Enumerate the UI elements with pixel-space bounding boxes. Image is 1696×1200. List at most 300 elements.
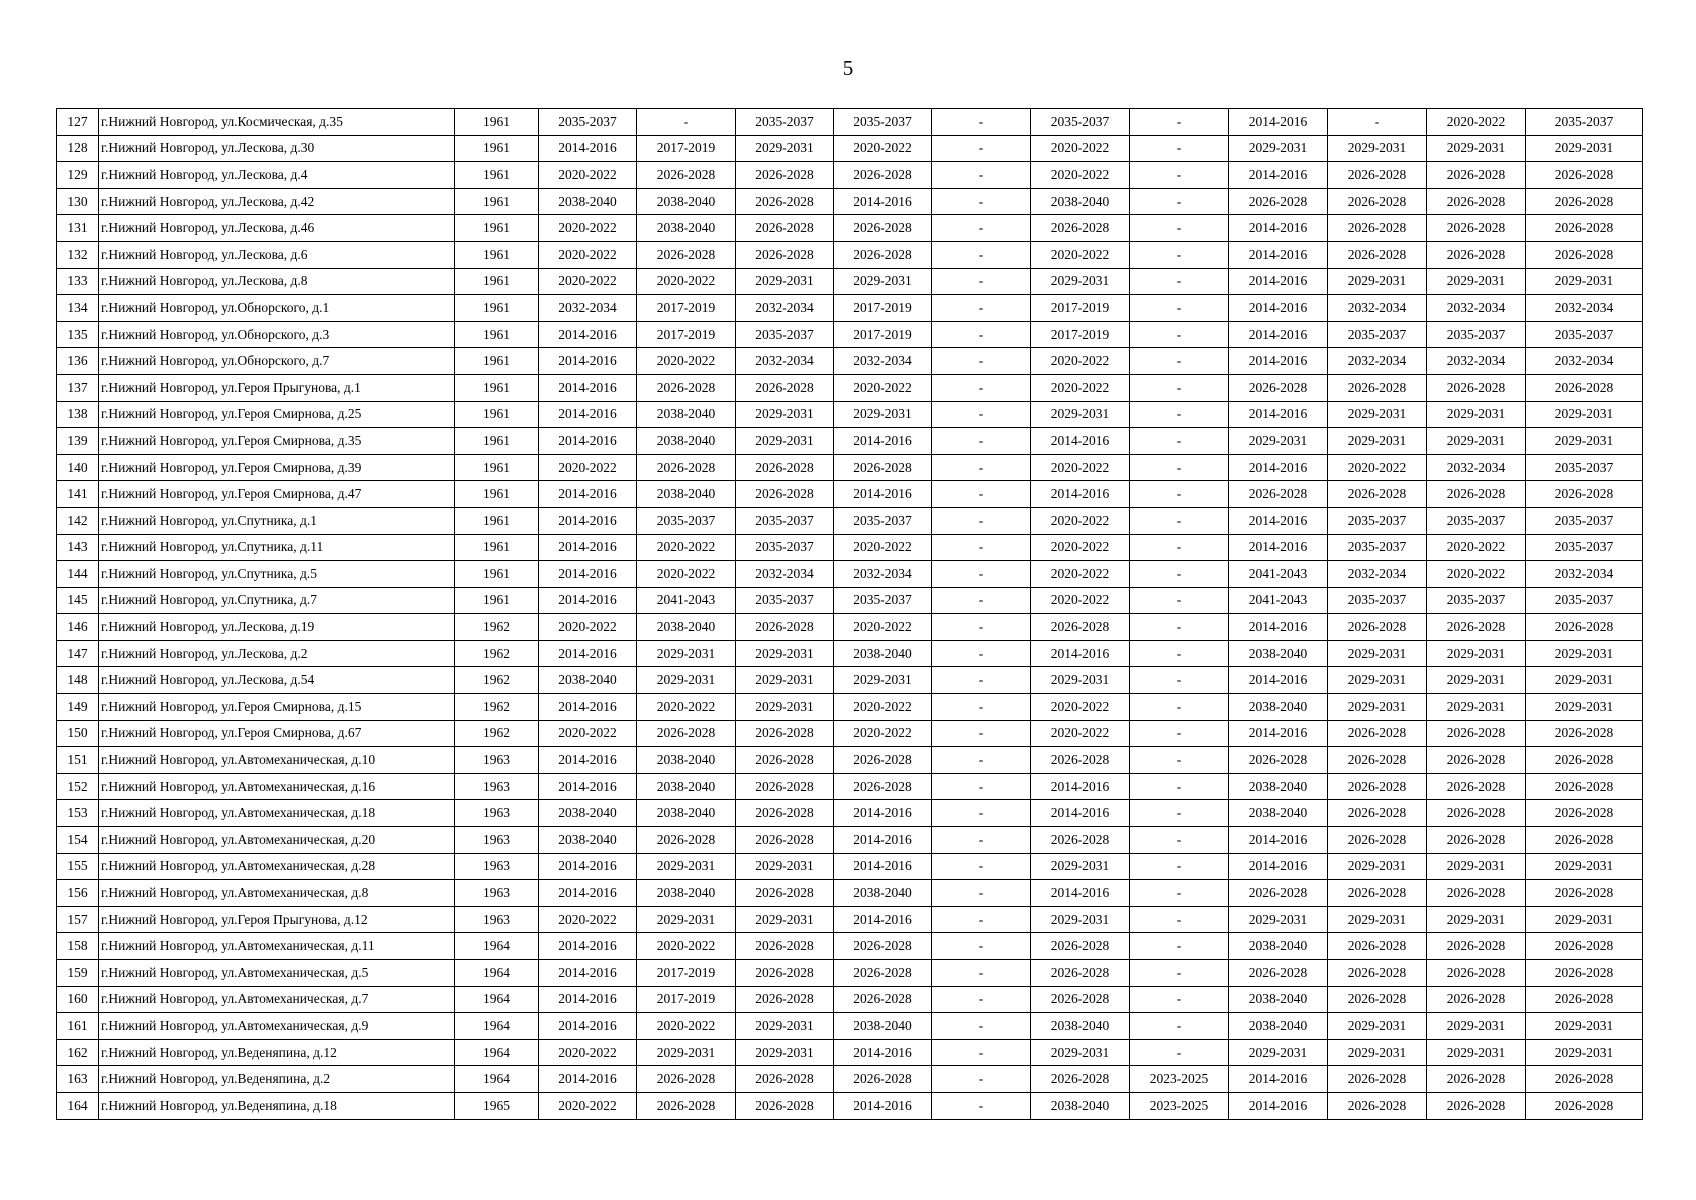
repair-period-cell: - — [1130, 1013, 1229, 1040]
repair-period-cell: - — [932, 1013, 1031, 1040]
repair-period-cell: 2026-2028 — [637, 374, 736, 401]
address-cell: г.Нижний Новгород, ул.Героя Смирнова, д.39 — [99, 454, 455, 481]
repair-period-cell: 2026-2028 — [1328, 747, 1427, 774]
repair-period-cell: 2014-2016 — [1229, 215, 1328, 242]
repair-period-cell: - — [932, 428, 1031, 455]
repair-period-cell: - — [1130, 374, 1229, 401]
repair-period-cell: 2026-2028 — [1427, 800, 1526, 827]
repair-period-cell: 2041-2043 — [637, 587, 736, 614]
repair-period-cell: 2026-2028 — [1229, 747, 1328, 774]
repair-period-cell: 2038-2040 — [1229, 1013, 1328, 1040]
address-cell: г.Нижний Новгород, ул.Лескова, д.42 — [99, 188, 455, 215]
repair-period-cell: 2035-2037 — [1328, 321, 1427, 348]
year-built-cell: 1961 — [455, 428, 539, 455]
repair-period-cell: - — [932, 853, 1031, 880]
repair-period-cell: 2020-2022 — [1031, 720, 1130, 747]
repair-period-cell: - — [932, 614, 1031, 641]
repair-period-cell: 2029-2031 — [1526, 268, 1643, 295]
year-built-cell: 1963 — [455, 880, 539, 907]
table-row — [57, 960, 1643, 987]
repair-period-cell: 2029-2031 — [1427, 401, 1526, 428]
repair-period-cell: 2026-2028 — [1526, 162, 1643, 189]
repair-period-cell: 2014-2016 — [539, 135, 637, 162]
repair-period-cell: 2017-2019 — [1031, 295, 1130, 322]
repair-period-cell: - — [932, 1066, 1031, 1093]
repair-period-cell: - — [1130, 933, 1229, 960]
repair-period-cell: - — [1130, 507, 1229, 534]
repair-period-cell: 2029-2031 — [1328, 1039, 1427, 1066]
repair-period-cell: 2026-2028 — [736, 215, 834, 242]
row-number-cell: 139 — [57, 428, 99, 455]
repair-period-cell: 2026-2028 — [1427, 374, 1526, 401]
address-cell: г.Нижний Новгород, ул.Героя Смирнова, д.15 — [99, 694, 455, 721]
repair-period-cell: 2020-2022 — [637, 1013, 736, 1040]
year-built-cell: 1964 — [455, 1039, 539, 1066]
repair-period-cell: 2026-2028 — [1526, 614, 1643, 641]
repair-period-cell: 2026-2028 — [736, 933, 834, 960]
address-cell: г.Нижний Новгород, ул.Героя Смирнова, д.47 — [99, 481, 455, 508]
repair-period-cell: 2014-2016 — [539, 374, 637, 401]
repair-period-cell: 2029-2031 — [1526, 1039, 1643, 1066]
repair-period-cell: - — [932, 188, 1031, 215]
repair-period-cell: - — [1130, 162, 1229, 189]
repair-period-cell: 2014-2016 — [539, 773, 637, 800]
repair-period-cell: 2014-2016 — [834, 827, 932, 854]
repair-period-cell: 2035-2037 — [834, 507, 932, 534]
row-number-cell: 132 — [57, 241, 99, 268]
repair-period-cell: - — [932, 667, 1031, 694]
table-row — [57, 747, 1643, 774]
repair-period-cell: 2029-2031 — [834, 401, 932, 428]
repair-period-cell: 2026-2028 — [1526, 827, 1643, 854]
repair-period-cell: 2014-2016 — [539, 507, 637, 534]
repair-period-cell: 2026-2028 — [1427, 614, 1526, 641]
repair-period-cell: 2032-2034 — [736, 348, 834, 375]
repair-period-cell: 2026-2028 — [834, 986, 932, 1013]
repair-period-cell: - — [932, 747, 1031, 774]
repair-period-cell: 2029-2031 — [1427, 135, 1526, 162]
repair-period-cell: 2038-2040 — [1229, 933, 1328, 960]
repair-period-cell: 2026-2028 — [1229, 880, 1328, 907]
repair-period-cell: - — [1130, 587, 1229, 614]
repair-period-cell: - — [1130, 640, 1229, 667]
repair-period-cell: 2026-2028 — [1526, 773, 1643, 800]
address-cell: г.Нижний Новгород, ул.Героя Смирнова, д.35 — [99, 428, 455, 455]
repair-period-cell: 2017-2019 — [834, 321, 932, 348]
repair-period-cell: - — [1130, 906, 1229, 933]
repair-period-cell: 2020-2022 — [539, 1039, 637, 1066]
address-cell: г.Нижний Новгород, ул.Автомеханическая, д.11 — [99, 933, 455, 960]
repair-period-cell: - — [932, 295, 1031, 322]
year-built-cell: 1962 — [455, 667, 539, 694]
repair-period-cell: - — [932, 827, 1031, 854]
repair-period-cell: 2038-2040 — [637, 215, 736, 242]
year-built-cell: 1962 — [455, 694, 539, 721]
repair-period-cell: 2026-2028 — [1526, 747, 1643, 774]
repair-period-cell: 2026-2028 — [736, 374, 834, 401]
repair-period-cell: 2032-2034 — [1526, 348, 1643, 375]
repair-period-cell: - — [932, 268, 1031, 295]
repair-period-cell: 2020-2022 — [637, 268, 736, 295]
repair-period-cell: 2029-2031 — [736, 853, 834, 880]
repair-period-cell: 2038-2040 — [539, 667, 637, 694]
repair-period-cell: 2029-2031 — [736, 906, 834, 933]
repair-period-cell: 2020-2022 — [834, 135, 932, 162]
year-built-cell: 1961 — [455, 587, 539, 614]
repair-period-cell: 2020-2022 — [539, 162, 637, 189]
repair-period-cell: 2017-2019 — [834, 295, 932, 322]
repair-period-cell: 2026-2028 — [1526, 880, 1643, 907]
repair-period-cell: - — [932, 241, 1031, 268]
repair-period-cell: - — [932, 960, 1031, 987]
repair-period-cell: - — [1130, 720, 1229, 747]
repair-period-cell: 2035-2037 — [834, 587, 932, 614]
row-number-cell: 163 — [57, 1066, 99, 1093]
repair-period-cell: 2026-2028 — [1031, 827, 1130, 854]
table-row — [57, 800, 1643, 827]
repair-period-cell: 2026-2028 — [736, 880, 834, 907]
repair-period-cell: 2014-2016 — [1229, 241, 1328, 268]
repair-period-cell: - — [1328, 109, 1427, 136]
address-cell: г.Нижний Новгород, ул.Автомеханическая, д.16 — [99, 773, 455, 800]
row-number-cell: 135 — [57, 321, 99, 348]
repair-period-cell: 2026-2028 — [1229, 960, 1328, 987]
repair-period-cell: 2020-2022 — [1031, 507, 1130, 534]
repair-period-cell: 2026-2028 — [1229, 188, 1328, 215]
repair-period-cell: 2026-2028 — [736, 960, 834, 987]
address-cell: г.Нижний Новгород, ул.Автомеханическая, д.7 — [99, 986, 455, 1013]
row-number-cell: 164 — [57, 1092, 99, 1119]
repair-period-cell: 2029-2031 — [1031, 667, 1130, 694]
address-cell: г.Нижний Новгород, ул.Спутника, д.5 — [99, 561, 455, 588]
year-built-cell: 1961 — [455, 507, 539, 534]
repair-period-cell: 2020-2022 — [539, 1092, 637, 1119]
repair-period-cell: 2020-2022 — [834, 720, 932, 747]
repair-period-cell: - — [932, 135, 1031, 162]
row-number-cell: 153 — [57, 800, 99, 827]
repair-period-cell: 2035-2037 — [637, 507, 736, 534]
repair-period-cell: - — [932, 880, 1031, 907]
repair-period-cell: - — [1130, 960, 1229, 987]
table-row — [57, 773, 1643, 800]
repair-period-cell: 2038-2040 — [637, 188, 736, 215]
year-built-cell: 1961 — [455, 481, 539, 508]
year-built-cell: 1961 — [455, 295, 539, 322]
repair-period-cell: 2038-2040 — [539, 800, 637, 827]
year-built-cell: 1961 — [455, 561, 539, 588]
row-number-cell: 160 — [57, 986, 99, 1013]
repair-period-cell: 2029-2031 — [1427, 1039, 1526, 1066]
repair-period-cell: 2026-2028 — [1526, 1092, 1643, 1119]
repair-period-cell: 2026-2028 — [736, 162, 834, 189]
repair-period-cell: - — [1130, 454, 1229, 481]
repair-period-cell: 2032-2034 — [1427, 348, 1526, 375]
repair-period-cell: 2026-2028 — [736, 800, 834, 827]
year-built-cell: 1964 — [455, 1066, 539, 1093]
repair-period-cell: 2020-2022 — [539, 215, 637, 242]
repair-period-cell: 2026-2028 — [1328, 880, 1427, 907]
repair-period-cell: - — [1130, 481, 1229, 508]
repair-period-cell: 2026-2028 — [1427, 827, 1526, 854]
repair-period-cell: 2020-2022 — [1427, 534, 1526, 561]
repair-period-cell: - — [1130, 694, 1229, 721]
repair-period-cell: 2035-2037 — [1526, 109, 1643, 136]
repair-period-cell: 2035-2037 — [1328, 507, 1427, 534]
repair-period-cell: 2029-2031 — [1031, 906, 1130, 933]
table-row — [57, 454, 1643, 481]
address-cell: г.Нижний Новгород, ул.Спутника, д.7 — [99, 587, 455, 614]
repair-period-cell: 2038-2040 — [1229, 640, 1328, 667]
repair-period-cell: 2038-2040 — [1229, 694, 1328, 721]
row-number-cell: 154 — [57, 827, 99, 854]
repair-period-cell: - — [1130, 268, 1229, 295]
repair-period-cell: 2038-2040 — [1031, 1092, 1130, 1119]
repair-period-cell: 2014-2016 — [1229, 295, 1328, 322]
repair-period-cell: 2026-2028 — [736, 1092, 834, 1119]
repair-period-cell: 2032-2034 — [1427, 454, 1526, 481]
table-row — [57, 215, 1643, 242]
repair-period-cell: 2026-2028 — [1229, 481, 1328, 508]
year-built-cell: 1965 — [455, 1092, 539, 1119]
repair-period-cell: - — [1130, 561, 1229, 588]
row-number-cell: 133 — [57, 268, 99, 295]
address-cell: г.Нижний Новгород, ул.Автомеханическая, д.28 — [99, 853, 455, 880]
repair-period-cell: 2035-2037 — [834, 109, 932, 136]
table-body — [57, 109, 1643, 1120]
repair-period-cell: 2026-2028 — [1328, 1092, 1427, 1119]
repair-period-cell: 2026-2028 — [834, 454, 932, 481]
repair-period-cell: 2014-2016 — [539, 561, 637, 588]
repair-period-cell: 2020-2022 — [1427, 109, 1526, 136]
repair-period-cell: 2029-2031 — [1526, 428, 1643, 455]
repair-period-cell: 2035-2037 — [1526, 534, 1643, 561]
repair-period-cell: 2014-2016 — [1031, 640, 1130, 667]
repair-period-cell: - — [932, 933, 1031, 960]
repair-period-cell: 2029-2031 — [1328, 906, 1427, 933]
repair-period-cell: 2038-2040 — [637, 481, 736, 508]
repair-period-cell: 2026-2028 — [1427, 933, 1526, 960]
row-number-cell: 137 — [57, 374, 99, 401]
repair-period-cell: 2029-2031 — [637, 906, 736, 933]
table-row — [57, 880, 1643, 907]
repair-period-cell: 2026-2028 — [736, 1066, 834, 1093]
repair-period-cell: 2026-2028 — [834, 1066, 932, 1093]
row-number-cell: 156 — [57, 880, 99, 907]
repair-period-cell: 2026-2028 — [1526, 986, 1643, 1013]
year-built-cell: 1961 — [455, 321, 539, 348]
repair-period-cell: 2026-2028 — [637, 1066, 736, 1093]
repair-period-cell: 2029-2031 — [1427, 640, 1526, 667]
repair-period-cell: 2026-2028 — [1427, 215, 1526, 242]
repair-schedule-table — [56, 108, 1643, 1120]
repair-period-cell: 2014-2016 — [539, 933, 637, 960]
repair-period-cell: 2014-2016 — [1229, 162, 1328, 189]
repair-period-cell: 2026-2028 — [1328, 614, 1427, 641]
row-number-cell: 129 — [57, 162, 99, 189]
repair-period-cell: 2026-2028 — [736, 614, 834, 641]
address-cell: г.Нижний Новгород, ул.Обнорского, д.3 — [99, 321, 455, 348]
repair-period-cell: 2026-2028 — [1031, 1066, 1130, 1093]
row-number-cell: 147 — [57, 640, 99, 667]
repair-period-cell: 2026-2028 — [834, 241, 932, 268]
year-built-cell: 1961 — [455, 534, 539, 561]
repair-period-cell: 2026-2028 — [1328, 773, 1427, 800]
table-row — [57, 667, 1643, 694]
repair-period-cell: 2029-2031 — [1526, 135, 1643, 162]
repair-period-cell: 2038-2040 — [834, 880, 932, 907]
repair-period-cell: - — [932, 986, 1031, 1013]
table-row — [57, 1039, 1643, 1066]
table-row — [57, 827, 1643, 854]
repair-period-cell: 2029-2031 — [1031, 1039, 1130, 1066]
repair-period-cell: 2026-2028 — [736, 986, 834, 1013]
repair-period-cell: 2029-2031 — [1031, 268, 1130, 295]
repair-period-cell: 2029-2031 — [1526, 694, 1643, 721]
repair-period-cell: - — [932, 561, 1031, 588]
table-row — [57, 853, 1643, 880]
repair-period-cell: 2014-2016 — [539, 640, 637, 667]
year-built-cell: 1961 — [455, 162, 539, 189]
repair-period-cell: 2020-2022 — [539, 614, 637, 641]
repair-period-cell: 2038-2040 — [1229, 800, 1328, 827]
repair-period-cell: 2026-2028 — [1427, 773, 1526, 800]
repair-period-cell: 2014-2016 — [539, 321, 637, 348]
repair-period-cell: 2017-2019 — [637, 986, 736, 1013]
repair-period-cell: - — [932, 1039, 1031, 1066]
repair-period-cell: - — [1130, 401, 1229, 428]
row-number-cell: 140 — [57, 454, 99, 481]
repair-period-cell: - — [932, 481, 1031, 508]
repair-period-cell: 2026-2028 — [736, 827, 834, 854]
row-number-cell: 134 — [57, 295, 99, 322]
repair-period-cell: 2014-2016 — [834, 428, 932, 455]
repair-period-cell: 2026-2028 — [736, 241, 834, 268]
repair-period-cell: 2014-2016 — [539, 1013, 637, 1040]
address-cell: г.Нижний Новгород, ул.Космическая, д.35 — [99, 109, 455, 136]
repair-period-cell: 2014-2016 — [1229, 827, 1328, 854]
repair-period-cell: 2029-2031 — [834, 268, 932, 295]
repair-period-cell: 2014-2016 — [539, 694, 637, 721]
repair-period-cell: 2029-2031 — [1229, 135, 1328, 162]
repair-period-cell: 2026-2028 — [1328, 481, 1427, 508]
repair-period-cell: 2029-2031 — [1328, 640, 1427, 667]
repair-period-cell: 2038-2040 — [1229, 773, 1328, 800]
table-row — [57, 1013, 1643, 1040]
repair-period-cell: - — [932, 640, 1031, 667]
repair-period-cell: 2020-2022 — [637, 534, 736, 561]
repair-period-cell: 2035-2037 — [1328, 534, 1427, 561]
repair-period-cell: 2029-2031 — [1031, 853, 1130, 880]
year-built-cell: 1964 — [455, 986, 539, 1013]
year-built-cell: 1961 — [455, 241, 539, 268]
repair-period-cell: 2029-2031 — [736, 667, 834, 694]
repair-period-cell: 2026-2028 — [1427, 162, 1526, 189]
repair-period-cell: 2029-2031 — [1328, 268, 1427, 295]
row-number-cell: 148 — [57, 667, 99, 694]
repair-period-cell: - — [932, 162, 1031, 189]
row-number-cell: 127 — [57, 109, 99, 136]
row-number-cell: 146 — [57, 614, 99, 641]
repair-period-cell: 2026-2028 — [1031, 614, 1130, 641]
table-row — [57, 428, 1643, 455]
address-cell: г.Нижний Новгород, ул.Автомеханическая, д.18 — [99, 800, 455, 827]
address-cell: г.Нижний Новгород, ул.Веденяпина, д.12 — [99, 1039, 455, 1066]
repair-period-cell: - — [1130, 986, 1229, 1013]
repair-period-cell: 2038-2040 — [539, 188, 637, 215]
repair-period-cell: 2026-2028 — [1427, 1066, 1526, 1093]
repair-period-cell: 2032-2034 — [1526, 561, 1643, 588]
repair-period-cell: - — [1130, 534, 1229, 561]
repair-period-cell: 2032-2034 — [1328, 348, 1427, 375]
address-cell: г.Нижний Новгород, ул.Лескова, д.4 — [99, 162, 455, 189]
year-built-cell: 1961 — [455, 454, 539, 481]
repair-period-cell: 2020-2022 — [637, 933, 736, 960]
repair-period-cell: 2035-2037 — [736, 534, 834, 561]
table-row — [57, 1066, 1643, 1093]
repair-period-cell: 2014-2016 — [1031, 880, 1130, 907]
repair-period-cell: 2026-2028 — [1526, 960, 1643, 987]
repair-period-cell: 2032-2034 — [834, 348, 932, 375]
repair-period-cell: 2014-2016 — [1229, 348, 1328, 375]
repair-period-cell: 2038-2040 — [539, 827, 637, 854]
repair-period-cell: 2020-2022 — [1328, 454, 1427, 481]
repair-period-cell: 2014-2016 — [1229, 507, 1328, 534]
year-built-cell: 1963 — [455, 747, 539, 774]
row-number-cell: 150 — [57, 720, 99, 747]
table-row — [57, 640, 1643, 667]
table-row — [57, 109, 1643, 136]
repair-period-cell: - — [1130, 109, 1229, 136]
repair-period-cell: - — [932, 348, 1031, 375]
table-row — [57, 348, 1643, 375]
repair-period-cell: 2026-2028 — [1328, 188, 1427, 215]
repair-period-cell: 2029-2031 — [1328, 1013, 1427, 1040]
repair-period-cell: - — [1130, 773, 1229, 800]
repair-period-cell: 2026-2028 — [637, 720, 736, 747]
year-built-cell: 1961 — [455, 188, 539, 215]
repair-period-cell: 2032-2034 — [736, 295, 834, 322]
row-number-cell: 136 — [57, 348, 99, 375]
repair-period-cell: 2014-2016 — [1229, 401, 1328, 428]
repair-period-cell: 2038-2040 — [834, 640, 932, 667]
year-built-cell: 1963 — [455, 773, 539, 800]
repair-period-cell: 2014-2016 — [834, 188, 932, 215]
address-cell: г.Нижний Новгород, ул.Лескова, д.54 — [99, 667, 455, 694]
repair-period-cell: 2026-2028 — [1328, 1066, 1427, 1093]
repair-period-cell: 2014-2016 — [539, 401, 637, 428]
table-row — [57, 268, 1643, 295]
repair-period-cell: 2020-2022 — [637, 561, 736, 588]
year-built-cell: 1962 — [455, 720, 539, 747]
row-number-cell: 158 — [57, 933, 99, 960]
table-row — [57, 986, 1643, 1013]
address-cell: г.Нижний Новгород, ул.Лескова, д.19 — [99, 614, 455, 641]
repair-period-cell: 2014-2016 — [1229, 853, 1328, 880]
address-cell: г.Нижний Новгород, ул.Лескова, д.8 — [99, 268, 455, 295]
repair-period-cell: 2026-2028 — [637, 1092, 736, 1119]
repair-period-cell: 2026-2028 — [1031, 986, 1130, 1013]
row-number-cell: 149 — [57, 694, 99, 721]
table-row — [57, 614, 1643, 641]
repair-period-cell: 2014-2016 — [1229, 1092, 1328, 1119]
repair-period-cell: 2032-2034 — [834, 561, 932, 588]
repair-period-cell: 2020-2022 — [1031, 587, 1130, 614]
repair-period-cell: 2026-2028 — [1526, 188, 1643, 215]
repair-period-cell: 2029-2031 — [637, 853, 736, 880]
repair-period-cell: 2029-2031 — [1427, 694, 1526, 721]
repair-period-cell: 2035-2037 — [736, 109, 834, 136]
repair-period-cell: 2038-2040 — [1229, 986, 1328, 1013]
